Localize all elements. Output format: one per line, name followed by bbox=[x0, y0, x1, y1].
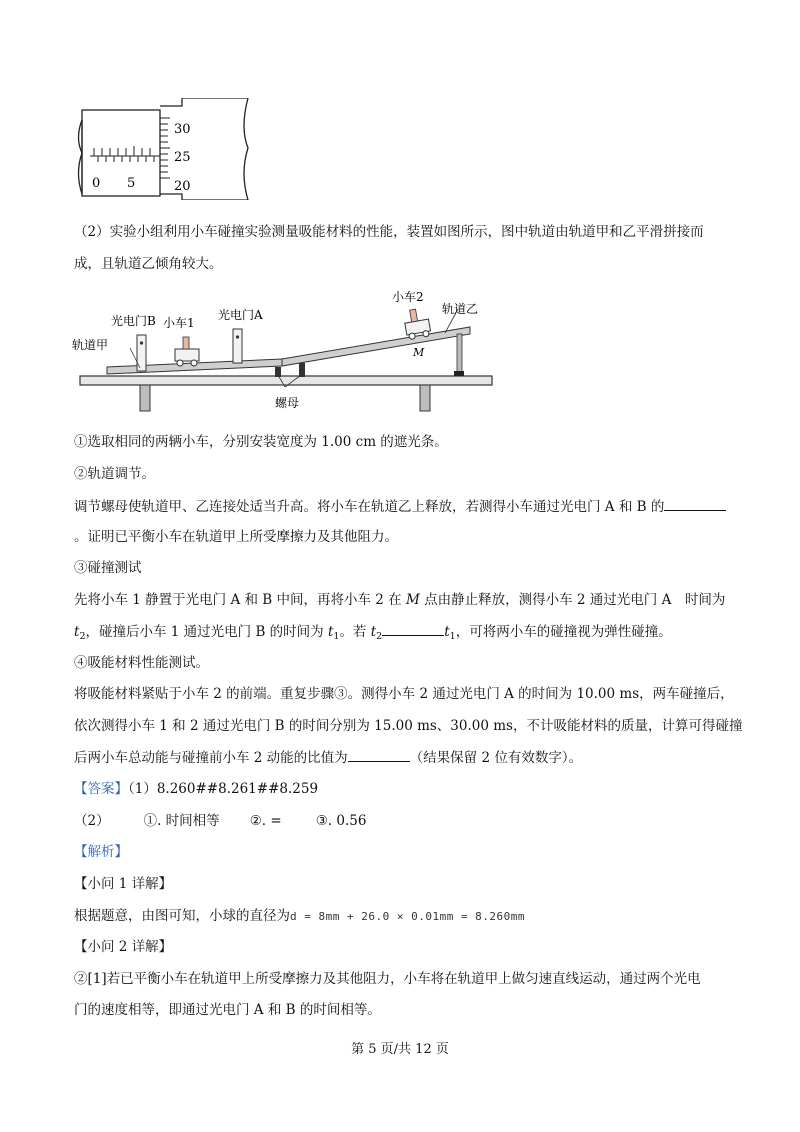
analysis-sub1-text bbox=[74, 906, 525, 927]
question2-intro-line1: （2）实验小组利用小车碰撞实验测量吸能材料的性能，装置如图所示，图中轨道由轨道甲和乙平滑拼接而 bbox=[74, 224, 704, 240]
track-apparatus-diagram bbox=[70, 283, 500, 413]
var-t1-b-sub: 1 bbox=[449, 631, 456, 642]
step2-text-a bbox=[74, 496, 726, 517]
step4-text-a: 将吸能材料紧贴于小车 2 的前端。重复步骤③。测得小车 2 通过光电门 A 的时间为 10.00 ms，两车碰撞后， bbox=[74, 686, 734, 702]
answer-item-3: ③. 0.56 bbox=[315, 813, 367, 829]
label-track-jia: 轨道甲 bbox=[72, 338, 109, 352]
var-t1-a: t bbox=[327, 624, 334, 640]
step4-title: ④吸能材料性能测试。 bbox=[74, 655, 209, 671]
step3-text-a1: 先将小车 1 静置于光电门 A 和 B 中间，再将小车 2 在 bbox=[74, 592, 406, 608]
micrometer-diagram bbox=[70, 98, 260, 200]
label-car2: 小车2 bbox=[392, 290, 424, 304]
step4-text-c2: （结果保留 2 位有效数字）。 bbox=[409, 750, 583, 766]
answer-item-1: ①. 时间相等 bbox=[143, 813, 220, 829]
main-scale-label-5: 5 bbox=[127, 176, 136, 191]
question2-intro-line2: 成，且轨道乙倾角较大。 bbox=[74, 256, 223, 272]
analysis-sub1-title: 【小问 1 详解】 bbox=[74, 876, 173, 892]
label-gate-b: 光电门B bbox=[111, 314, 156, 328]
label-track-yi: 轨道乙 bbox=[442, 302, 479, 316]
answer-line1 bbox=[74, 779, 318, 799]
answer-blank-2[interactable] bbox=[382, 621, 444, 636]
label-gate-a: 光电门A bbox=[218, 308, 263, 322]
step3-text-a2: 点由静止释放，测得小车 2 通过光电门 A 时间为 bbox=[419, 592, 726, 608]
page-footer: 第 5 页/共 12 页 bbox=[351, 1042, 449, 1057]
thimble-label-30: 30 bbox=[174, 122, 191, 137]
step2-text-a-content: 调节螺母使轨道甲、乙连接处适当升高。将小车在轨道乙上释放，若测得小车通过光电门 A 和 B 的 bbox=[74, 499, 665, 515]
analysis-sub2-text-a: ②[1]若已平衡小车在轨道甲上所受摩擦力及其他阻力，小车将在轨道甲上做匀速直线运动，通过两个光电 bbox=[74, 971, 701, 987]
step4-text-c bbox=[74, 747, 582, 768]
var-t1-a-sub: 1 bbox=[333, 631, 340, 642]
thimble-label-20: 20 bbox=[174, 179, 191, 194]
thimble-label-25: 25 bbox=[174, 150, 191, 165]
analysis-sub1-formula: d = 8mm + 26.0 × 0.01mm = 8.260mm bbox=[290, 910, 526, 923]
label-point-m: M bbox=[413, 346, 425, 359]
var-t2-b: t bbox=[370, 624, 377, 640]
step3-text-b2: 。若 bbox=[339, 624, 371, 640]
step3-title: ③碰撞测试 bbox=[74, 560, 142, 576]
answer-blank-1[interactable] bbox=[664, 496, 726, 511]
analysis-tag: 【解析】 bbox=[74, 844, 128, 860]
answer-part2-prefix: （2） bbox=[74, 813, 110, 829]
step4-text-b: 依次测得小车 1 和 2 通过光电门 B 的时间分别为 15.00 ms、30.00 ms，不计吸能材料的质量，计算可得碰撞 bbox=[74, 718, 743, 734]
main-scale-label-0: 0 bbox=[92, 176, 101, 191]
var-t2-a-sub: 2 bbox=[79, 631, 86, 642]
var-t1-b: t bbox=[444, 624, 450, 640]
label-car1: 小车1 bbox=[163, 316, 195, 330]
step2-title: ②轨道调节。 bbox=[74, 466, 155, 482]
step3-text-b bbox=[74, 621, 672, 647]
step4-text-c1: 后两小车总动能与碰撞前小车 2 动能的比值为 bbox=[74, 750, 348, 766]
label-nut: 螺母 bbox=[275, 396, 300, 410]
step2-text-b: 。证明已平衡小车在轨道甲上所受摩擦力及其他阻力。 bbox=[74, 529, 398, 545]
analysis-sub2-title: 【小问 2 详解】 bbox=[74, 939, 173, 955]
answer-part1: （1）8.260##8.261##8.259 bbox=[128, 781, 319, 797]
answer-line2 bbox=[74, 811, 366, 831]
var-t2-b-sub: 2 bbox=[376, 631, 383, 642]
step3-text-b3: ，可将两小车的碰撞视为弹性碰撞。 bbox=[455, 624, 672, 640]
step1-text: ①选取相同的两辆小车，分别安装宽度为 1.00 cm 的遮光条。 bbox=[74, 434, 448, 450]
analysis-sub1-text-content: 根据题意，由图可知，小球的直径为 bbox=[74, 908, 290, 924]
var-t2-a: t bbox=[74, 624, 80, 640]
answer-item-2: ②. = bbox=[249, 813, 282, 829]
analysis-sub2-text-b: 门的速度相等，即通过光电门 A 和 B 的时间相等。 bbox=[74, 1002, 381, 1018]
answer-blank-3[interactable] bbox=[348, 747, 410, 762]
answer-tag: 【答案】 bbox=[74, 781, 128, 797]
step3-text-b1: ，碰撞后小车 1 通过光电门 B 的时间为 bbox=[85, 624, 328, 640]
step3-point-m: M bbox=[405, 592, 420, 608]
step3-text-a bbox=[74, 590, 725, 610]
